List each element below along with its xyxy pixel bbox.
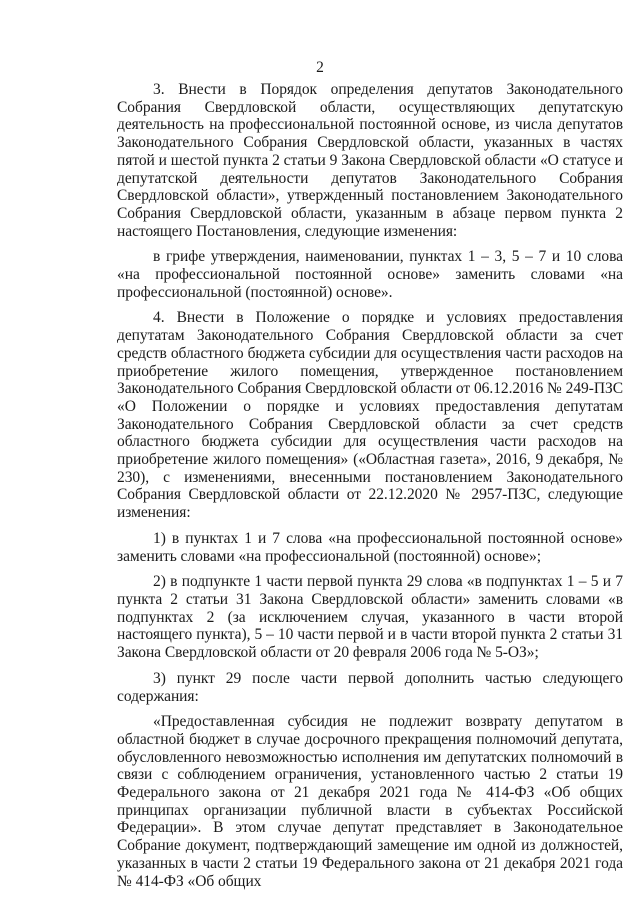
paragraph-item-3-change: в грифе утверждения, наименовании, пунктах 1 – 3, 5 – 7 и 10 слова «на профессиональной постоянной основе» заменить словами «на профессиональной (постоянной) основе». [117, 248, 623, 301]
paragraph-item-3: 3. Внести в Порядок определения депутатов Законодательного Собрания Свердловской области, осуществляющих депутатскую деятельность на профессиональной постоянной основе, из числа депутатов Законодательного Собрания Свердловской области, указанных в частях пятой и шестой пункта 2 статьи 9 Закона Свердловской области «О статусе и депутатской деятельности депутатов Законодательного Собрания Свердловской области», утвержденный постановлением Законодательного Собрания Свердловской области, указанным в абзаце первом пункта 2 настоящего Постановления, следующие изменения: [117, 81, 623, 240]
document-body [117, 81, 623, 890]
paragraph-item-4-3-quote: «Предоставленная субсидия не подлежит возврату депутатом в областной бюджет в случае досрочного прекращения полномочий депутата, обусловленного невозможностью исполнения им депутатских полномочий в связи с соблюдением ограничения, установленного частью 2 статьи 19 Федерального закона от 21 декабря 2021 года № 414-ФЗ «Об общих принципах организации публичной власти в субъектах Российской Федерации». В этом случае депутат представляет в Законодательное Собрание документ, подтверждающий замещение им одной из должностей, указанных в части 2 статьи 19 Федерального закона от 21 декабря 2021 года № 414-ФЗ «Об общих [117, 713, 623, 890]
paragraph-item-4-1: 1) в пунктах 1 и 7 слова «на профессиональной постоянной основе» заменить словами «на профессиональной (постоянной) основе»; [117, 529, 623, 565]
paragraph-item-4: 4. Внести в Положение о порядке и условиях предоставления депутатам Законодательного Собрания Свердловской области за счет средств областного бюджета субсидии для осуществления части расходов на приобретение жилого помещения, утвержденное постановлением Законодательного Собрания Свердловской области от 06.12.2016 № 249-ПЗС «О Положении о порядке и условиях предоставления депутатам Законодательного Собрания Свердловской области за счет средств областного бюджета субсидии для осуществления части расходов на приобретение жилого помещения» («Областная газета», 2016, 9 декабря, № 230), с изменениями, внесенными постановлением Законодательного Собрания Свердловской области от 22.12.2020 № 2957-ПЗС, следующие изменения: [117, 309, 623, 522]
paragraph-item-4-2: 2) в подпункте 1 части первой пункта 29 слова «в подпунктах 1 – 5 и 7 пункта 2 статьи 31 Закона Свердловской области» заменить словами «в подпунктах 2 (за исключением случая, указанного в части второй настоящего пункта), 5 – 10 части первой и в части второй пункта 2 статьи 31 Закона Свердловской области от 20 февраля 2006 года № 5-ОЗ»; [117, 573, 623, 662]
page-number: 2 [316, 59, 324, 76]
paragraph-item-4-3: 3) пункт 29 после части первой дополнить частью следующего содержания: [117, 669, 623, 705]
